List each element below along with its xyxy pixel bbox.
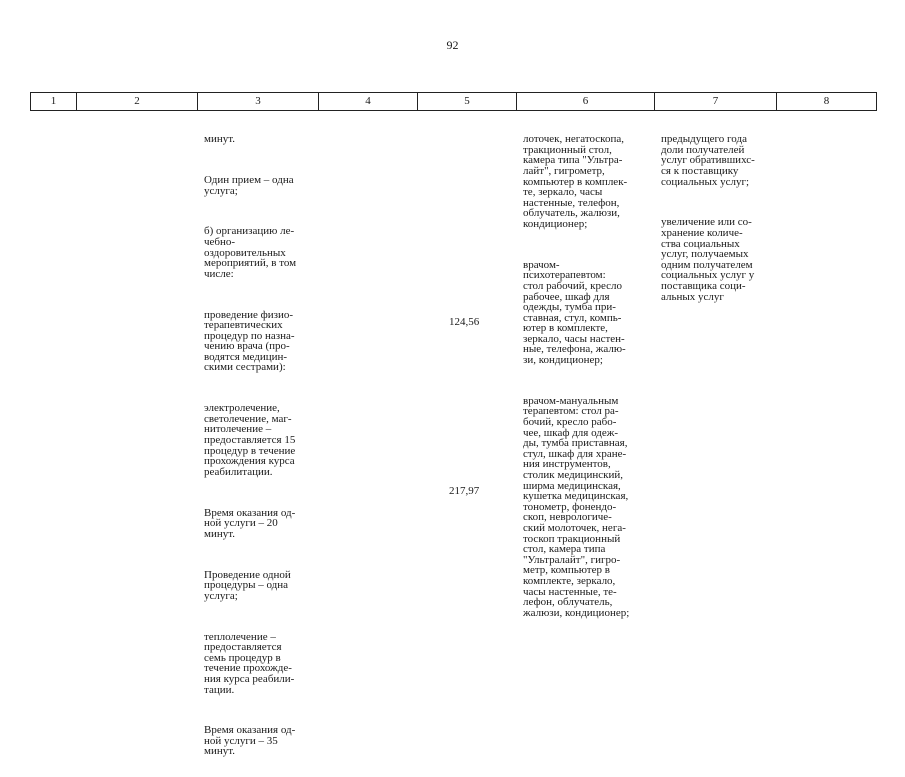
service-paragraph: минут. [204, 133, 235, 146]
indicator-paragraph: предыдущего года доли получателей услуг обратившихс- ся к поставщику социальных услуг; [661, 133, 755, 188]
service-paragraph: б) организацию ле- чебно- оздоровительных мероприятий, в том числе: [204, 225, 297, 280]
service-paragraph: теплолечение – предоставляется семь процедур в течение прохожде- ния курса реабили- тации. [204, 630, 295, 696]
column-number-8: 8 [777, 93, 877, 111]
equipment-column [523, 113, 629, 638]
column-number-1: 1 [31, 93, 77, 111]
service-paragraph: проведение физио- терапевтических процедур по назна- чению врача (про- водятся медицин- скими сестрами): [204, 308, 295, 374]
indicators-column [661, 113, 755, 322]
table-header-row [30, 92, 877, 111]
column-number-6: 6 [517, 93, 655, 111]
service-paragraph: Проведение одной процедуры – одна услуга; [204, 568, 291, 602]
column-number-2: 2 [77, 93, 198, 111]
service-paragraph: Время оказания од- ной услуги – 35 минут. [204, 724, 296, 758]
service-paragraph: электролечение, светолечение, маг- нитолечение – предоставляется 15 процедур в течение прохождения курса реабилитации. [204, 402, 296, 478]
service-price-2: 217,97 [449, 485, 480, 497]
column-number-4: 4 [319, 93, 418, 111]
column-number-3: 3 [198, 93, 319, 111]
equipment-paragraph: лоточек, негатоскопа, тракционный стол, камера типа "Ультра- лайт", гигрометр, компьютер в комплек- те, зеркало, часы настенные, телефон, облучатель, жалюзи, кондиционер; [523, 133, 628, 230]
equipment-paragraph: врачом- психотерапевтом: стол рабочий, кресло рабочее, шкаф для одежды, тумба при- ставная, стул, компь- ютер в комплекте, зеркало, часы настен- ные, телефона, жалю- зи, кондиционер; [523, 258, 626, 367]
service-paragraph: Один прием – одна услуга; [204, 173, 294, 197]
service-description-column [204, 113, 296, 777]
service-price-1: 124,56 [449, 316, 480, 328]
page-number: 92 [446, 38, 459, 52]
equipment-paragraph: врачом-мануальным терапевтом: стол ра- бочий, кресло рабо- чее, шкаф для одеж- ды, тумба приставная, стул, шкаф для хране- ния инструментов, столик медицинский, ширма медицинская, кушетка медицинская, тонометр, фонендо- скоп, неврологиче- ский молоточек, нега- тоскоп тракционный стол, камера типа "Ультралайт", гигро- метр, компьютер в комплекте, зеркало, часы настенные, те- лефон, облучатель, жалюзи, кондиционер; [523, 394, 630, 619]
indicator-paragraph: увеличение или со- хранение количе- ства социальных услуг, получаемых одним получателем социальных услуг у поставщика соци- альных услуг [661, 216, 755, 303]
service-paragraph: Время оказания од- ной услуги – 20 минут. [204, 506, 296, 540]
column-number-7: 7 [655, 93, 777, 111]
column-number-5: 5 [418, 93, 517, 111]
